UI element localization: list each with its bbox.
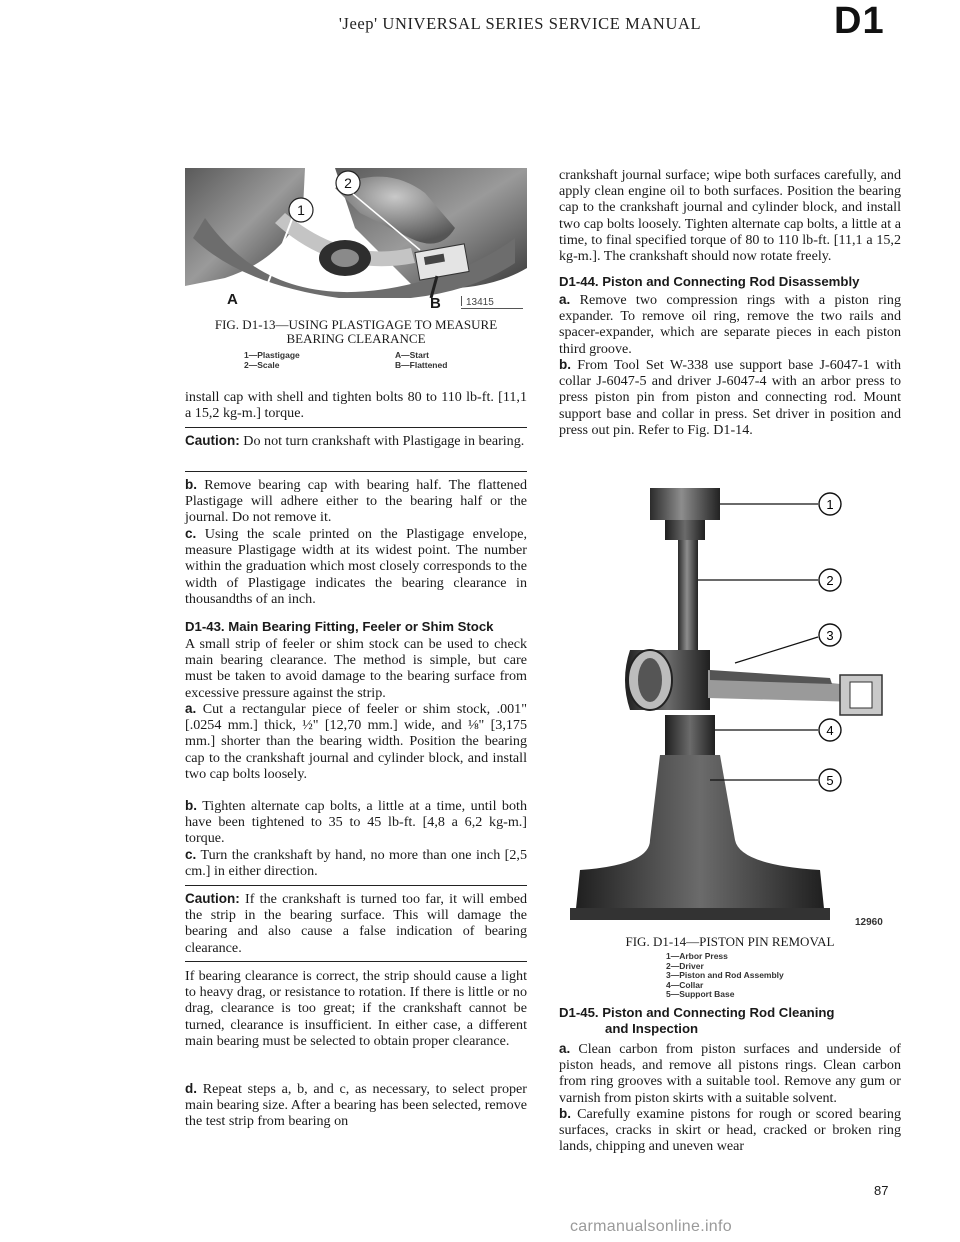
step-a-clean-carbon: a. Clean carbon from piston surfaces and underside of piston heads, and remove all pistons rings. Clean carbon from ring grooves with a suitable tool. Remove any gum or varnish from piston skirts with a suitable solvent. bbox=[559, 1041, 901, 1106]
callout-2: 2 bbox=[344, 175, 352, 191]
callout-driver: 2 bbox=[826, 573, 834, 588]
plastigage-photo bbox=[185, 168, 527, 298]
figure1-caption-line1: FIG. D1-13—USING PLASTIGAGE TO MEASURE bbox=[214, 317, 498, 332]
step-c-turn: c. Turn the crankshaft by hand, no more than one inch [2,5 cm.] in either direction. bbox=[185, 847, 527, 880]
caution-embed: Caution: If the crankshaft is turned too far, it will embed the strip in the bearing surface. This will damage the bearing and also cause a false indication of bearing clearance. bbox=[185, 891, 527, 956]
step-a-cut-shim: a. Cut a rectangular piece of feeler or shim stock, .001" [.0254 mm.] thick, ½" [12,70 mm.] wide, and ⅛" [3,175 mm.] shorter than the bearing width. Position the bearing cap to the crankshaft journal and cylinder block, and install two cap bolts loosely. bbox=[185, 701, 527, 782]
section-code: D1 bbox=[834, 0, 885, 42]
step-a-remove-rings: a. Remove two compression rings with a piston ring expander. To remove oil ring, remove the two rails and spacer-expander, which are separate pieces in each piston third groove. bbox=[559, 292, 901, 357]
figure-piston-pin-removal bbox=[560, 470, 900, 935]
step-b-examine-pistons: b. Carefully examine pistons for rough or scored bearing surfaces, cracks in skirt or head, cracked or broken ring lands, chipping and uneven wear bbox=[559, 1106, 901, 1155]
figure1-image-id: 13415 bbox=[466, 297, 494, 308]
callout-group bbox=[819, 493, 841, 791]
step-d-repeat: d. Repeat steps a, b, and c, as necessary, to select proper main bearing size. After a bearing has been selected, remove the test strip from bearing on bbox=[185, 1081, 527, 1130]
figure1-legend-right: A—Start B—Flattened bbox=[395, 350, 448, 370]
figure1-caption-line2: BEARING CLEARANCE bbox=[286, 331, 426, 346]
figure2-image-id: 12960 bbox=[855, 917, 883, 928]
section-d1-43-intro: A small strip of feeler or shim stock can be used to check main bearing clearance. The method is simple, but care must be taken to avoid damage to the bearing surface from excessive pressure against the strip. bbox=[185, 636, 527, 701]
section-d1-43-heading: D1-43. Main Bearing Fitting, Feeler or Shim Stock bbox=[185, 619, 494, 634]
callout-support-base: 5 bbox=[826, 773, 834, 788]
figure2-caption: FIG. D1-14—PISTON PIN REMOVAL bbox=[625, 934, 835, 949]
step-b-remove-cap: b. Remove bearing cap with bearing half. The flattened Plastigage will adhere either to the bearing half or the journal. Do not remove it. bbox=[185, 477, 527, 526]
callout-collar: 4 bbox=[826, 723, 834, 738]
site-watermark: carmanualsonline.info bbox=[570, 1218, 732, 1235]
section-d1-45-heading: D1-45. Piston and Connecting Rod Cleaning and Inspection bbox=[559, 1005, 835, 1036]
label-b: B bbox=[430, 295, 441, 312]
para-clearance-correct: If bearing clearance is correct, the strip should cause a light to heavy drag, or resistance to rotation. If there is little or no drag, clearance is too great; if the crankshaft cannot be turned, clearance is insufficient. In either case, a different main bearing must be selected to obtain proper clearance. bbox=[185, 968, 527, 1049]
step-b-tighten: b. Tighten alternate cap bolts, a little at a time, until both have been tightened to 35 to 45 lb-ft. [4,8 a 6,2 kg-m.] torque. bbox=[185, 798, 527, 847]
callout-1: 1 bbox=[297, 202, 305, 218]
piston-press-illustration bbox=[560, 470, 900, 935]
caution-plastigage: Caution: Do not turn crankshaft with Plastigage in bearing. bbox=[185, 433, 525, 449]
para-wipe-surfaces: crankshaft journal surface; wipe both surfaces carefully, and apply clean engine oil to both surfaces. Position the bearing cap to the crankshaft journal and cylinder block, and install two cap bolts loosely. Tighten alternate cap bolts, a little at a time, to final specified torque of 80 to 110 lb-ft. [11,1 a 15,2 kg-m.]. The crankshaft should now rotate freely. bbox=[559, 167, 901, 265]
running-header: 'Jeep' UNIVERSAL SERIES SERVICE MANUAL bbox=[338, 14, 702, 33]
callout-piston-rod: 3 bbox=[826, 628, 834, 643]
callout-arbor-press: 1 bbox=[826, 497, 834, 512]
page-number: 87 bbox=[874, 1183, 889, 1198]
para-install-cap: install cap with shell and tighten bolts 80 to 110 lb-ft. [11,1 a 15,2 kg-m.] torque. bbox=[185, 389, 527, 422]
label-a: A bbox=[227, 291, 238, 308]
figure1-legend-left: 1—Plastigage 2—Scale bbox=[244, 350, 300, 370]
step-c-measure: c. Using the scale printed on the Plastigage envelope, measure Plastigage width at its widest point. The number within the graduation which most closely corresponds to the width of Plastigage indicates the bearing clearance in thousandths of an inch. bbox=[185, 526, 527, 607]
step-b-press-pin: b. From Tool Set W-338 use support base J-6047-1 with collar J-6047-5 and driver J-6047-4 with an arbor press to press piston pin from piston and connecting rod. Mount support base and collar in press. Set driver in position and press out pin. Refer to Fig. D1-14. bbox=[559, 357, 901, 438]
figure2-legend: 1—Arbor Press 2—Driver 3—Piston and Rod Assembly 4—Collar 5—Support Base bbox=[666, 951, 784, 999]
section-d1-44-heading: D1-44. Piston and Connecting Rod Disassembly bbox=[559, 274, 860, 289]
